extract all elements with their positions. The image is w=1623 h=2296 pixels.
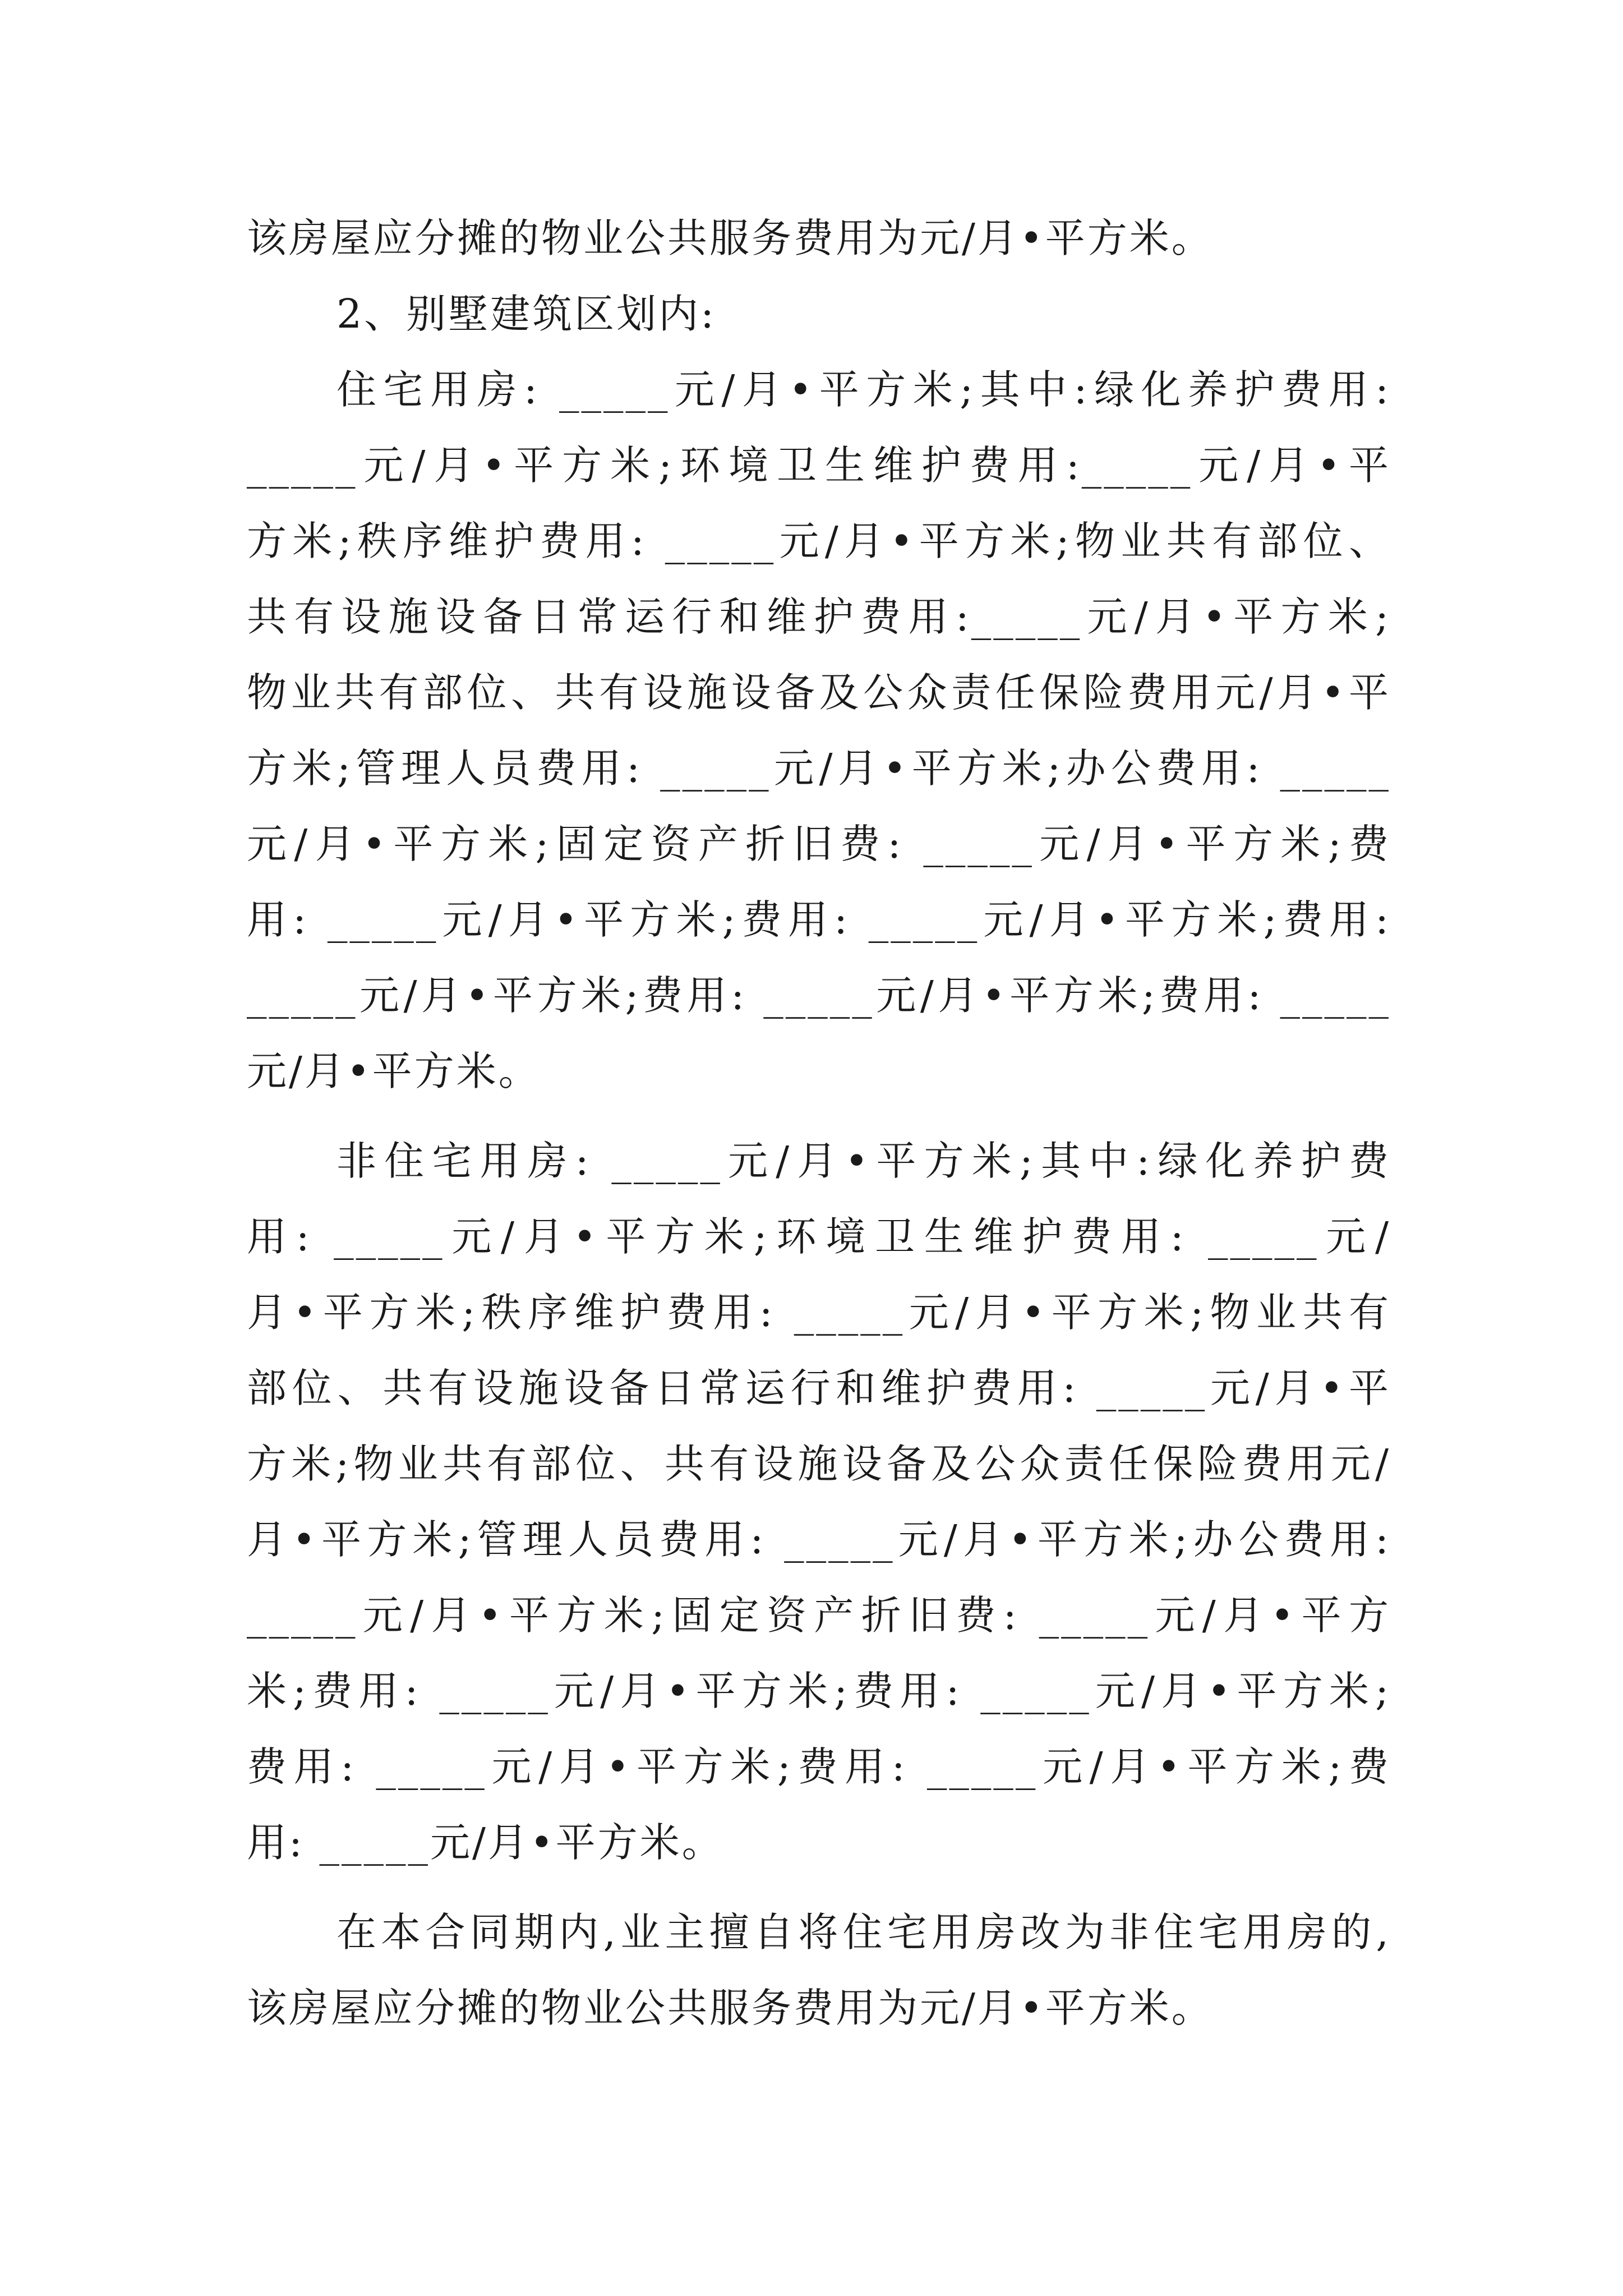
paragraph-line: 月•平方米;秩序维护费用: _____元/月•平方米;物业共有 (247, 1289, 1391, 1336)
paragraph-line: _____元/月•平方米;环境卫生维护费用:_____元/月•平 (247, 442, 1391, 489)
paragraph-line: 该房屋应分摊的物业公共服务费用为元/月•平方米。 (247, 215, 1214, 261)
paragraph-line: 部位、共有设施设备日常运行和维护费用: _____元/月•平 (247, 1365, 1391, 1411)
paragraph-line: 费用: _____元/月•平方米;费用: _____元/月•平方米;费 (247, 1743, 1391, 1790)
paragraph-line: 方米;管理人员费用: _____元/月•平方米;办公费用: _____ (247, 745, 1391, 792)
paragraph-line: 住宅用房: _____元/月•平方米;其中:绿化养护费用: (336, 366, 1391, 413)
paragraph-line: 在本合同期内,业主擅自将住宅用房改为非住宅用房的, (336, 1909, 1391, 1955)
paragraph-line: 物业共有部位、共有设施设备及公众责任保险费用元/月•平 (247, 669, 1391, 716)
paragraph-line: 方米;物业共有部位、共有设施设备及公众责任保险费用元/ (247, 1441, 1391, 1487)
paragraph-line: 米;费用: _____元/月•平方米;费用: _____元/月•平方米; (247, 1668, 1391, 1714)
paragraph-line: 元/月•平方米。 (247, 1048, 541, 1094)
section-heading: 2、别墅建筑区划内: (336, 291, 717, 337)
paragraph-line: 用: _____元/月•平方米;费用: _____元/月•平方米;费用: (247, 896, 1391, 943)
paragraph-line: _____元/月•平方米;费用: _____元/月•平方米;费用: _____ (247, 972, 1391, 1019)
paragraph-line: 元/月•平方米;固定资产折旧费: _____元/月•平方米;费 (247, 821, 1391, 867)
paragraph-line: _____元/月•平方米;固定资产折旧费: _____元/月•平方 (247, 1592, 1391, 1639)
paragraph-line: 用: _____元/月•平方米;环境卫生维护费用: _____元/ (247, 1213, 1391, 1260)
paragraph-line: 月•平方米;管理人员费用: _____元/月•平方米;办公费用: (247, 1516, 1391, 1563)
paragraph-line: 方米;秩序维护费用: _____元/月•平方米;物业共有部位、 (247, 518, 1391, 564)
paragraph-line: 共有设施设备日常运行和维护费用:_____元/月•平方米; (247, 593, 1391, 640)
paragraph-line: 非住宅用房: _____元/月•平方米;其中:绿化养护费 (336, 1138, 1391, 1184)
paragraph-line: 该房屋应分摊的物业公共服务费用为元/月•平方米。 (247, 1985, 1214, 2031)
paragraph-line: 用: _____元/月•平方米。 (247, 1819, 724, 1866)
